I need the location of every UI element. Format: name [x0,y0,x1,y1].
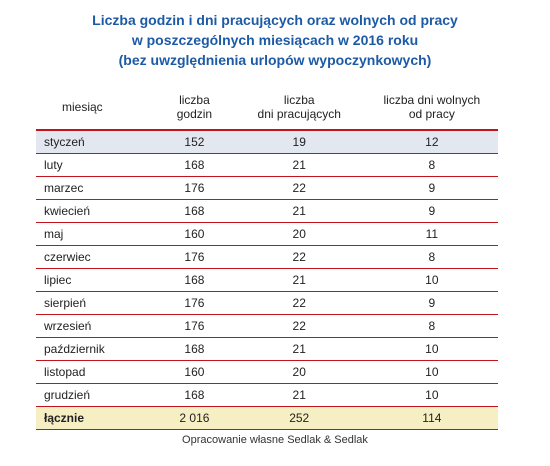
page-title [0,10,550,70]
total-days-off: 114 [366,407,498,430]
cell-hours: 168 [156,384,233,407]
cell-days-off: 9 [366,200,498,223]
data-table [36,84,498,430]
cell-hours: 176 [156,177,233,200]
cell-month: kwiecień [36,200,156,223]
cell-hours: 176 [156,246,233,269]
header-days-off-line2: od pracy [408,106,455,121]
table-row [36,315,498,338]
cell-days-off: 8 [366,315,498,338]
cell-working-days: 20 [233,223,366,246]
cell-working-days: 21 [233,384,366,407]
cell-days-off: 8 [366,246,498,269]
total-row [36,407,498,430]
cell-days-off: 10 [366,269,498,292]
cell-hours: 168 [156,200,233,223]
table-row [36,177,498,200]
cell-month: marzec [36,177,156,200]
cell-days-off: 12 [366,130,498,154]
header-days-off-line1: liczba dni wolnych [383,92,481,107]
table-row [36,223,498,246]
table-row [36,154,498,177]
cell-hours: 152 [156,130,233,154]
total-hours: 2 016 [156,407,233,430]
table-header-row [36,84,498,130]
cell-days-off: 10 [366,384,498,407]
cell-hours: 168 [156,269,233,292]
table-row [36,338,498,361]
cell-working-days: 21 [233,338,366,361]
table-row [36,246,498,269]
cell-working-days: 22 [233,177,366,200]
cell-working-days: 19 [233,130,366,154]
header-working-days-line1: liczba [283,92,315,107]
table-row [36,361,498,384]
cell-days-off: 10 [366,361,498,384]
table-row [36,384,498,407]
cell-working-days: 22 [233,315,366,338]
title-line-3: (bez uwzględnienia urlopów wypoczynkowych) [118,52,432,68]
cell-working-days: 22 [233,292,366,315]
cell-month: lipiec [36,269,156,292]
header-hours-line1: liczba [179,92,210,107]
total-month: łącznie [36,407,156,430]
cell-month: styczeń [36,130,156,154]
header-working-days-line2: dni pracujących [257,106,341,121]
cell-working-days: 21 [233,269,366,292]
header-days-off [366,84,498,130]
cell-working-days: 21 [233,154,366,177]
cell-days-off: 8 [366,154,498,177]
cell-days-off: 9 [366,292,498,315]
cell-month: wrzesień [36,315,156,338]
cell-hours: 160 [156,361,233,384]
cell-days-off: 9 [366,177,498,200]
table-row [36,200,498,223]
total-working-days: 252 [233,407,366,430]
cell-hours: 176 [156,292,233,315]
cell-hours: 168 [156,338,233,361]
cell-month: październik [36,338,156,361]
cell-days-off: 11 [366,223,498,246]
cell-month: listopad [36,361,156,384]
header-hours [156,84,233,130]
cell-hours: 168 [156,154,233,177]
cell-month: czerwiec [36,246,156,269]
title-line-2: w poszczególnych miesiącach w 2016 roku [131,32,419,48]
table-row [36,292,498,315]
cell-working-days: 22 [233,246,366,269]
source-note: Opracowanie własne Sedlak & Sedlak [182,434,368,446]
header-hours-line2: godzin [176,106,213,121]
cell-month: grudzień [36,384,156,407]
table-row [36,269,498,292]
header-month: miesiąc [36,84,156,130]
header-working-days [233,84,366,130]
cell-hours: 176 [156,315,233,338]
cell-working-days: 21 [233,200,366,223]
cell-month: maj [36,223,156,246]
cell-days-off: 10 [366,338,498,361]
cell-month: luty [36,154,156,177]
cell-hours: 160 [156,223,233,246]
cell-month: sierpień [36,292,156,315]
cell-working-days: 20 [233,361,366,384]
title-line-1: Liczba godzin i dni pracujących oraz wolnych od pracy [92,12,458,28]
table-row [36,130,498,154]
